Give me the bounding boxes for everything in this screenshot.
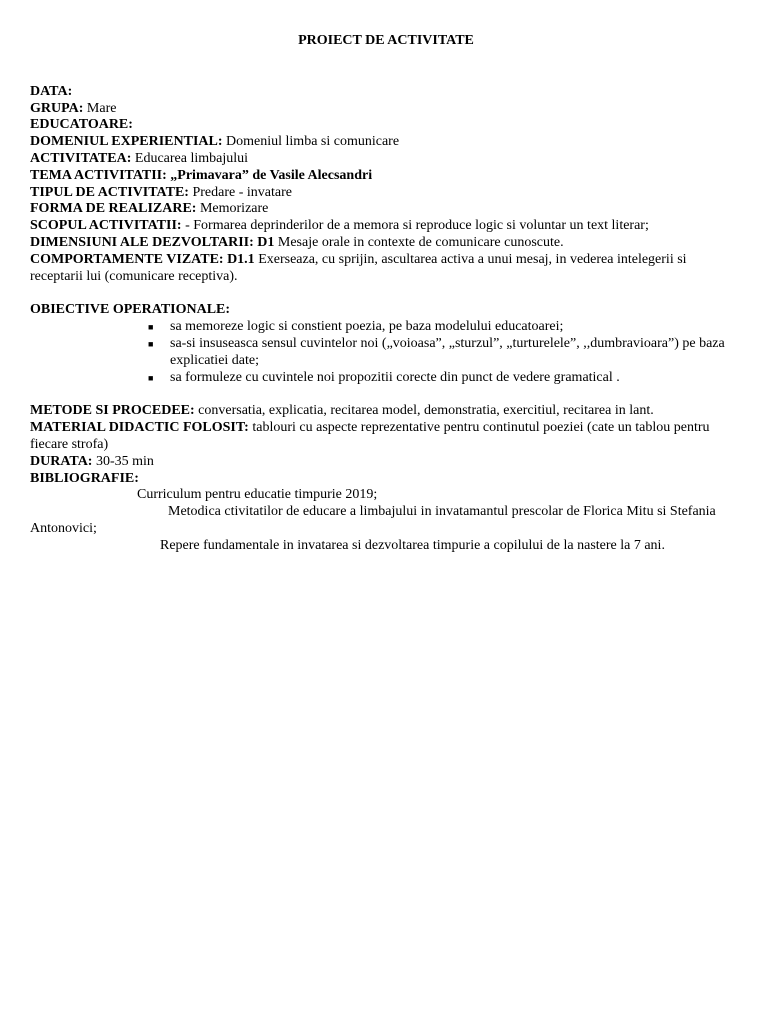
field-material-value: tablouri cu aspecte reprezentative pentru continutul poeziei (cate un tablou pentru fiecare strofa) [30,420,710,452]
field-material [30,420,742,454]
field-comportamente-value: Exerseaza, cu sprijin, ascultarea activa a unui mesaj, in vederea intelegerii si receptarii lui (comunicare receptiva). [30,251,687,284]
bibliografie-item: Metodica ctivitatilor de educare a limbajului in invatamantul prescolar de Florica Mitu si Stefania Antonovici; [30,504,716,536]
field-durata [30,454,742,471]
document-title: PROIECT DE ACTIVITATE [298,33,474,48]
bibliografie-item: Repere fundamentale in invatarea si dezvoltarea timpurie a copilului de la nastere la 7 ani. [160,537,665,553]
objectives-list [30,319,742,386]
bibliografie-label: BIBLIOGRAFIE: [30,470,139,486]
document-page [30,33,742,555]
field-tema-label: TEMA ACTIVITATII: „Primavara” de Vasile Alecsandri [30,167,373,183]
objective-text: sa formuleze cu cuvintele noi propozitii corecte din punct de vedere gramatical . [170,369,620,385]
field-data-label: DATA: [30,83,73,99]
field-dimensiuni [30,235,742,252]
field-domeniu-value: Domeniul limba si comunicare [222,134,400,150]
field-activitatea-label: ACTIVITATEA: [30,150,132,166]
field-metode-label: METODE SI PROCEDEE: [30,403,195,419]
spacer [30,285,742,302]
bullet-icon: ■ [148,322,154,333]
field-tipul [30,185,742,202]
bibliografie-item: Curriculum pentru educatie timpurie 2019; [137,487,378,503]
field-educatoare [30,117,742,134]
objectives-label: OBIECTIVE OPERATIONALE: [30,302,231,318]
field-dimensiuni-label: DIMENSIUNI ALE DEZVOLTARII: D1 [30,234,275,250]
bullet-icon: ■ [148,372,154,383]
field-data [30,84,742,101]
field-scopul-value: - Formarea deprinderilor de a memora si reproduce logic si voluntar un text literar; [181,218,649,234]
field-forma-label: FORMA DE REALIZARE: [30,201,197,217]
objective-text: sa-si insuseasca sensul cuvintelor noi („voioasa”, „sturzul”, „turturelele”, ,,dumbravioara”) pe baza explicatiei date; [170,335,725,368]
bullet-icon: ■ [148,338,154,349]
spacer [30,386,742,403]
field-activitatea [30,151,742,168]
list-item [148,336,742,370]
field-grupa-label: GRUPA: [30,100,84,116]
list-item [148,319,742,336]
list-item [148,370,742,387]
field-tipul-value: Predare - invatare [188,184,292,200]
field-dimensiuni-value: Mesaje orale in contexte de comunicare cunoscute. [274,234,564,250]
field-scopul [30,218,742,235]
field-metode-value: conversatia, explicatia, recitarea model, demonstratia, exercitiul, recitarea in lant. [194,403,654,419]
field-comportamente [30,252,742,286]
field-domeniu-label: DOMENIUL EXPERIENTIAL: [30,134,223,150]
field-metode [30,403,742,420]
field-comportamente-label: COMPORTAMENTE VIZATE: D1.1 [30,251,255,267]
field-tipul-label: TIPUL DE ACTIVITATE: [30,184,189,200]
field-durata-label: DURATA: [30,453,93,469]
objective-text: sa memoreze logic si constient poezia, pe baza modelului educatoarei; [170,319,564,335]
field-forma-value: Memorizare [196,201,269,217]
field-material-label: MATERIAL DIDACTIC FOLOSIT: [30,420,249,436]
field-durata-value: 30-35 min [92,453,154,469]
field-grupa [30,101,742,118]
objectives-heading [30,302,742,319]
field-forma [30,201,742,218]
field-domeniu [30,134,742,151]
field-activitatea-value: Educarea limbajului [131,150,249,166]
field-educatoare-label: EDUCATOARE: [30,117,133,133]
field-scopul-label: SCOPUL ACTIVITATII: [30,218,182,234]
bibliografie-heading [30,471,742,488]
field-grupa-value: Mare [83,100,117,116]
field-tema [30,168,742,185]
